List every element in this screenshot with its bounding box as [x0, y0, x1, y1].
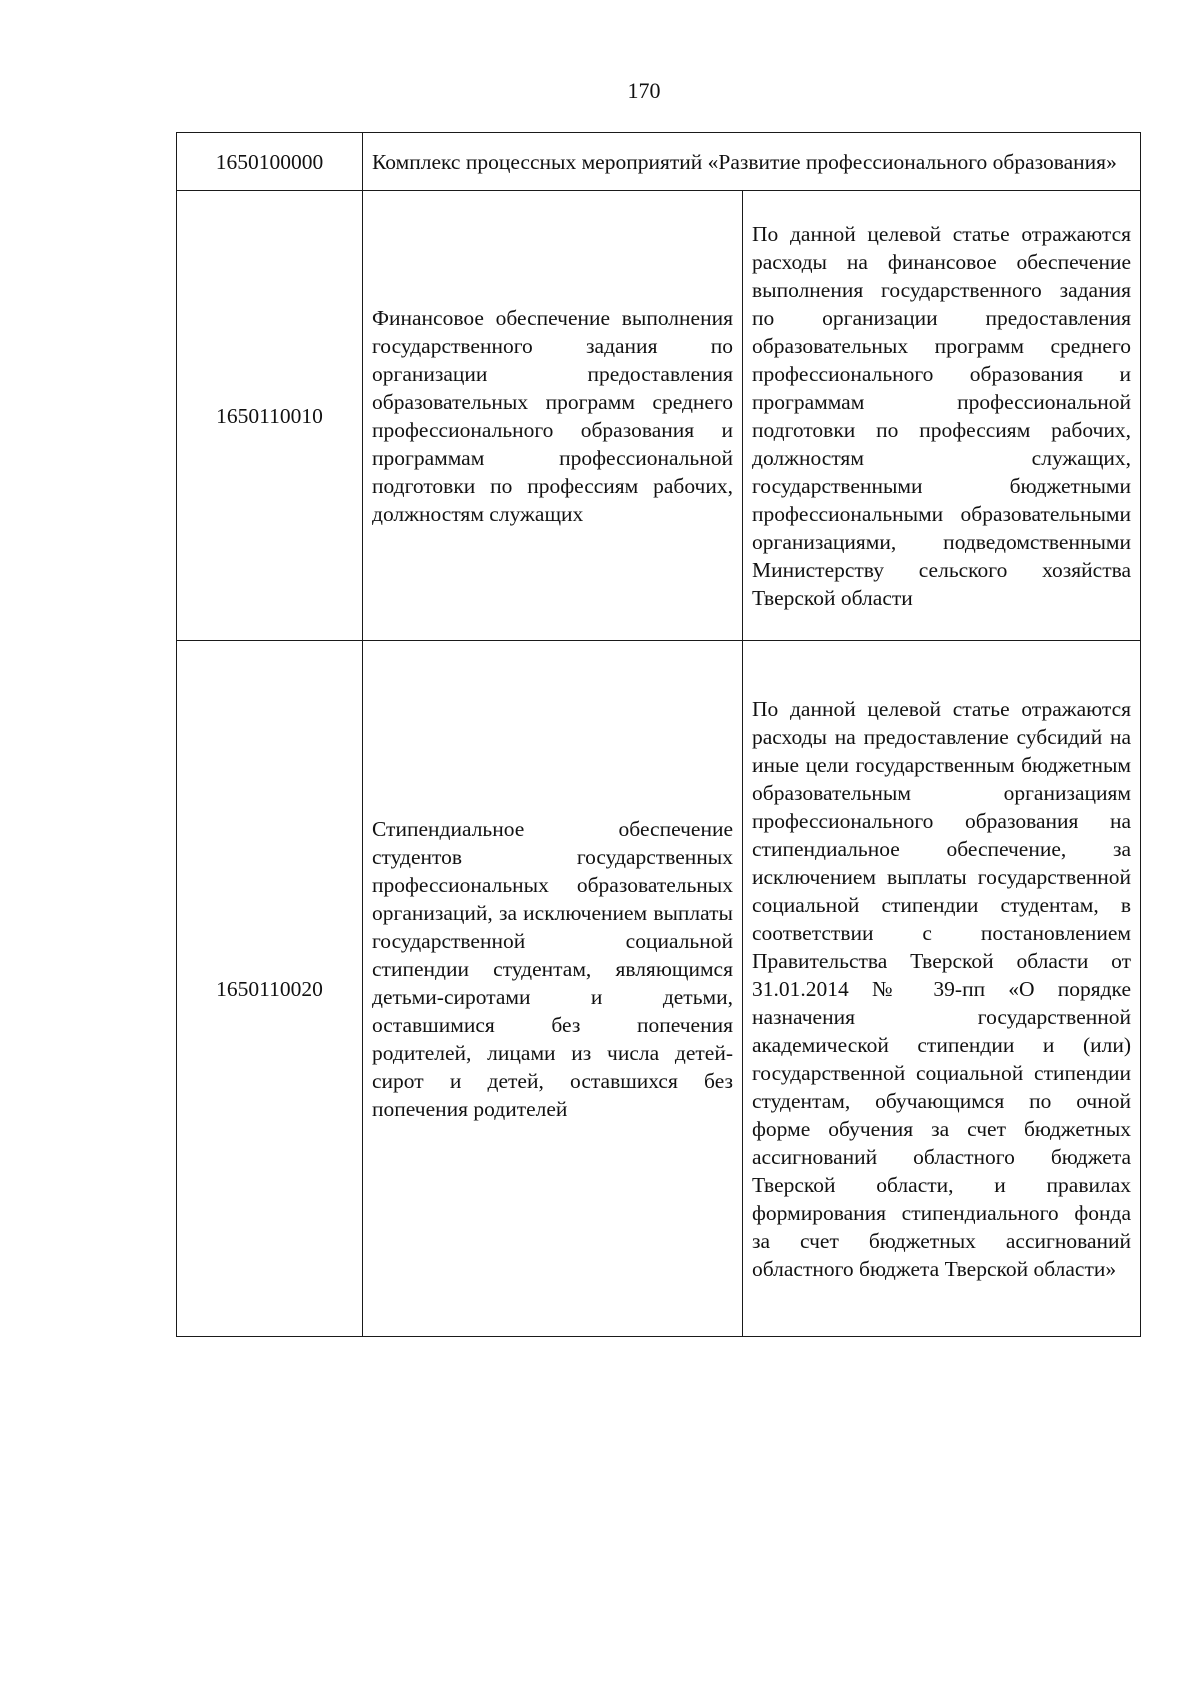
- complex-title-cell: Комплекс процессных мероприятий «Развитие профессионального образования»: [363, 133, 1141, 191]
- target-code-cell: 1650110020: [177, 641, 363, 1337]
- expense-description-cell: По данной целевой статье отражаются расходы на предоставление субсидий на иные цели государственным бюджетным образовательным организациям профессионального образования на стипендиальное обеспечение, за исключением выплаты государственной социальной стипендии студентам, в соответствии с постановлением Правительства Тверской области от 31.01.2014 № 39-пп «О порядке назначения государственной академической стипендии и (или) государственной социальной стипендии студентам, обучающимся по очной форме обучения за счет бюджетных ассигнований областного бюджета Тверской области, и правилах формирования стипендиального фонда за счет бюджетных ассигнований областного бюджета Тверской области»: [743, 641, 1141, 1337]
- page-number: 170: [627, 78, 661, 103]
- expense-description-cell: По данной целевой статье отражаются расходы на финансовое обеспечение выполнения государственного задания по организации предоставления образовательных программ среднего профессионального образования и программам профессиональной подготовки по профессиям рабочих, должностям служащих, государственными бюджетными профессиональными образовательными организациями, подведомственными Министерству сельского хозяйства Тверской области: [743, 191, 1141, 641]
- table-row: [177, 641, 1141, 1337]
- expense-name-text: Финансовое обеспечение выполнения государственного задания по организации предоставления образовательных программ среднего профессионального образования и программам профессиональной подготовки по профессиям рабочих, должностям служащих: [372, 305, 733, 526]
- table-row: [177, 191, 1141, 641]
- expense-name-text: Стипендиальное обеспечение студентов государственных профессиональных образовательных организаций, за исключением выплаты государственной социальной стипендии студентам, являющимся детьми-сиротами и детьми, оставшимися без попечения родителей, лицами из числа детей-сирот и детей, оставшихся без попечения родителей: [372, 816, 733, 1121]
- target-code-cell: 1650110010: [177, 191, 363, 641]
- target-code-cell: 1650100000: [177, 133, 363, 191]
- table-row: [177, 133, 1141, 191]
- expense-name-cell: [363, 191, 743, 641]
- budget-classification-table: [176, 132, 1141, 1337]
- expense-name-cell: [363, 641, 743, 1337]
